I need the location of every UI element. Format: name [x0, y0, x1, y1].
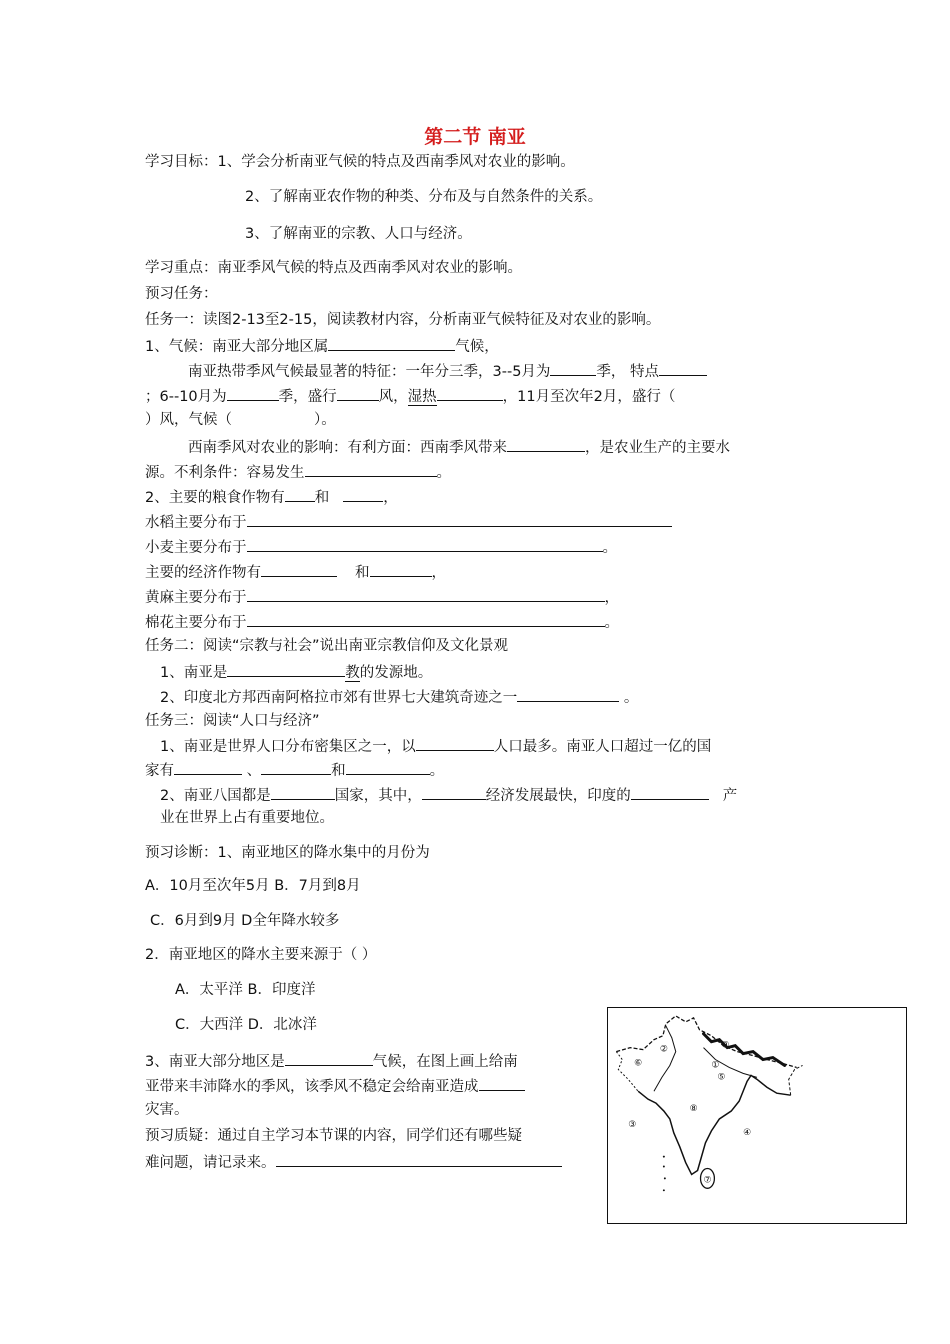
indus-river — [654, 1026, 676, 1091]
wonder-end: 。 — [619, 690, 639, 706]
q3-text-2: 气候，在图上画上给南 — [372, 1054, 518, 1070]
monsoon-text-2: 季， 特点 — [596, 364, 660, 380]
population-line — [160, 735, 711, 757]
wet-hot-text: 湿热 — [407, 389, 437, 405]
econ3-text-3: 经济发展最快，印度的 — [485, 788, 631, 804]
questions-line-2 — [145, 1151, 562, 1173]
econ3-text-2: 国家，其中， — [334, 788, 422, 804]
questions-blank[interactable] — [276, 1151, 562, 1167]
season-blank-1[interactable] — [550, 360, 596, 376]
monsoon-text: 南亚热带季风气候最显著的特征：一年分三季，3--5月为 — [188, 364, 551, 380]
wonder-text: 2、印度北方邦西南阿格拉市郊有世界七大建筑奇迹之一 — [160, 690, 518, 706]
dev-status-blank[interactable] — [271, 784, 335, 800]
diagnosis-q3-line-2 — [145, 1075, 525, 1097]
countries-line — [145, 759, 444, 781]
wonder-line — [160, 686, 638, 708]
econ3-text-1: 2、南亚八国都是 — [160, 788, 271, 804]
cotton-line — [145, 611, 619, 633]
countries-text-4: 。 — [429, 763, 445, 779]
food-crop-blank-1[interactable] — [285, 486, 315, 502]
south-asia-map-svg — [608, 1008, 906, 1223]
sw-monsoon-line — [188, 436, 730, 458]
q3-climate-blank[interactable] — [285, 1050, 373, 1066]
map-label-6: ⑥ — [634, 1058, 643, 1069]
sw-text-4: 。 — [436, 465, 451, 481]
jute-text: 黄麻主要分布于 — [145, 590, 247, 606]
dry-text-1: ）风，气候（ — [145, 412, 232, 428]
country-blank-1[interactable] — [174, 759, 242, 775]
dry-season-line — [145, 410, 336, 430]
map-label-5: ⑤ — [717, 1072, 726, 1083]
q3-disaster-blank[interactable] — [479, 1075, 525, 1091]
cash-crop-blank-1[interactable] — [261, 561, 337, 577]
econ-text-1: 主要的经济作物有 — [145, 565, 261, 581]
countries-text-1: 家有 — [145, 763, 174, 779]
climate-text: 1、气候：南亚大部分地区属 — [145, 339, 329, 355]
map-label-2: ② — [659, 1044, 668, 1055]
wheat-line — [145, 536, 617, 558]
wet-text-3: 风， — [378, 389, 408, 405]
econ3-text-4: 产 — [722, 788, 738, 804]
cotton-blank[interactable] — [247, 611, 605, 627]
climate-line — [145, 335, 499, 357]
questions-text: 难问题，请记录来。 — [145, 1155, 276, 1171]
sw-text-1: 西南季风对农业的影响：有利方面：西南季风带来 — [188, 440, 507, 456]
goals-label: 学习目标： — [145, 154, 218, 170]
diagnosis-q2: 2．南亚地区的降水主要来源于（ ） — [145, 947, 377, 963]
preview-tasks-heading: 预习任务： — [145, 286, 218, 302]
wheat-end: 。 — [602, 540, 617, 556]
countries-text-3: 和 — [331, 763, 346, 779]
jute-end: ， — [604, 590, 619, 606]
diagnosis-q3-line-3: 灾害。 — [145, 1102, 189, 1118]
rice-line — [145, 511, 672, 533]
india-coastline — [638, 1075, 791, 1174]
religion-text-2: 教 — [345, 665, 360, 681]
wheat-blank[interactable] — [247, 536, 603, 552]
economy-line — [160, 784, 737, 806]
task3-heading: 任务三：阅读“人口与经济” — [145, 713, 320, 729]
econ-text-2: 和 — [355, 565, 370, 581]
pop-text-1: 1、南亚是世界人口分布密集区之一，以 — [160, 739, 416, 755]
population-blank[interactable] — [416, 735, 494, 751]
diagnosis-q3-line-1 — [145, 1050, 518, 1072]
dry-text-2: ）。 — [314, 412, 336, 428]
wet-text-1: ；6--10月为 — [145, 389, 227, 405]
econ-text-3: ， — [431, 565, 446, 581]
diagnosis-q2-options-cd: C．大西洋 D．北冰洋 — [175, 1017, 317, 1033]
food-crops-line — [145, 486, 398, 508]
questions-line-1: 预习质疑：通过自主学习本节课的内容，同学们还有哪些疑 — [145, 1128, 522, 1144]
food-crop-blank-2[interactable] — [343, 486, 383, 502]
fastest-country-blank[interactable] — [422, 784, 486, 800]
crops-text-3: ， — [383, 490, 398, 506]
q3-text-1: 3、南亚大部分地区是 — [145, 1054, 285, 1070]
climate-blank[interactable] — [328, 335, 455, 351]
diagnosis-q1: 预习诊断：1、南亚地区的降水集中的月份为 — [145, 845, 430, 861]
diagnosis-q1-options-ab: A．10月至次年5月 B．7月到8月 — [145, 878, 361, 894]
cotton-end: 。 — [604, 615, 619, 631]
goal-3: 3、了解南亚的宗教、人口与经济。 — [245, 226, 472, 242]
maldives-dots — [663, 1156, 666, 1192]
feature-blank[interactable] — [659, 360, 707, 376]
sw-disadvantage-line — [145, 461, 451, 483]
monsoon-line — [188, 360, 707, 382]
rainfall-blank[interactable] — [507, 436, 585, 452]
rice-blank[interactable] — [247, 511, 672, 527]
crops-text-2: 和 — [314, 490, 330, 506]
religion-line — [160, 661, 432, 683]
wind-blank-1[interactable] — [337, 385, 379, 401]
rice-text: 水稻主要分布于 — [145, 515, 247, 531]
south-asia-map[interactable] — [607, 1007, 907, 1224]
wheat-text: 小麦主要分布于 — [145, 540, 247, 556]
religion-text-3: 的发源地。 — [359, 665, 433, 681]
jute-blank[interactable] — [247, 586, 605, 602]
country-blank-2[interactable] — [261, 759, 331, 775]
map-label-1: ① — [711, 1060, 720, 1071]
map-label-8: ⑧ — [689, 1104, 698, 1115]
goal-1: 1、学会分析南亚气候的特点及西南季风对农业的影响。 — [217, 154, 575, 170]
q3-text-3: 亚带来丰沛降水的季风，该季风不稳定会给南亚造成 — [145, 1079, 479, 1095]
religion-text-1: 1、南亚是 — [160, 665, 228, 681]
country-blank-3[interactable] — [346, 759, 430, 775]
climate-text-2: 气候， — [455, 339, 499, 355]
map-label-4: ④ — [743, 1127, 752, 1138]
task1-heading: 任务一：读图2-13至2-15，阅读教材内容，分析南亚气候特征及对农业的影响。 — [145, 312, 661, 328]
season-blank-2[interactable] — [227, 385, 279, 401]
map-label-9: ⑨ — [721, 1040, 730, 1051]
sw-text-2: ，是农业生产的主要水 — [585, 440, 730, 456]
diagnosis-q2-options-ab: A．太平洋 B．印度洋 — [175, 982, 316, 998]
north-border — [616, 1016, 796, 1071]
task2-heading: 任务二：阅读“宗教与社会”说出南亚宗教信仰及文化景观 — [145, 638, 509, 654]
pop-text-2: 人口最多。南亚人口超过一亿的国 — [493, 739, 712, 755]
religion-blank[interactable] — [227, 661, 345, 677]
map-label-3: ③ — [628, 1119, 637, 1130]
east-border — [789, 1065, 803, 1095]
wet-text-4: ，11月至次年2月，盛行（ — [502, 389, 676, 405]
wonder-blank[interactable] — [517, 686, 619, 702]
crops-text-1: 2、主要的粮食作物有 — [145, 490, 285, 506]
cotton-text: 棉花主要分布于 — [145, 615, 247, 631]
wet-season-line — [145, 385, 675, 407]
humid-blank[interactable] — [437, 385, 503, 401]
jute-line — [145, 586, 619, 608]
wet-text-2: 季，盛行 — [278, 389, 337, 405]
learning-focus: 学习重点：南亚季风气候的特点及西南季风对农业的影响。 — [145, 260, 522, 276]
disaster-blank[interactable] — [305, 461, 437, 477]
diagnosis-q1-options-cd: C．6月到9月 D全年降水较多 — [150, 913, 340, 929]
goal-line-1 — [145, 152, 575, 172]
goal-2: 2、了解南亚农作物的种类、分布及与自然条件的关系。 — [245, 189, 603, 205]
economy-line-2: 业在世界上占有重要地位。 — [160, 810, 334, 826]
cash-crop-blank-2[interactable] — [370, 561, 432, 577]
sw-text-3: 源。不利条件：容易发生 — [145, 465, 305, 481]
page-title: 第二节 南亚 — [424, 126, 526, 148]
industry-blank[interactable] — [631, 784, 709, 800]
cash-crops-line — [145, 561, 446, 583]
countries-text-2: 、 — [242, 763, 262, 779]
map-label-7: ⑦ — [703, 1175, 712, 1186]
